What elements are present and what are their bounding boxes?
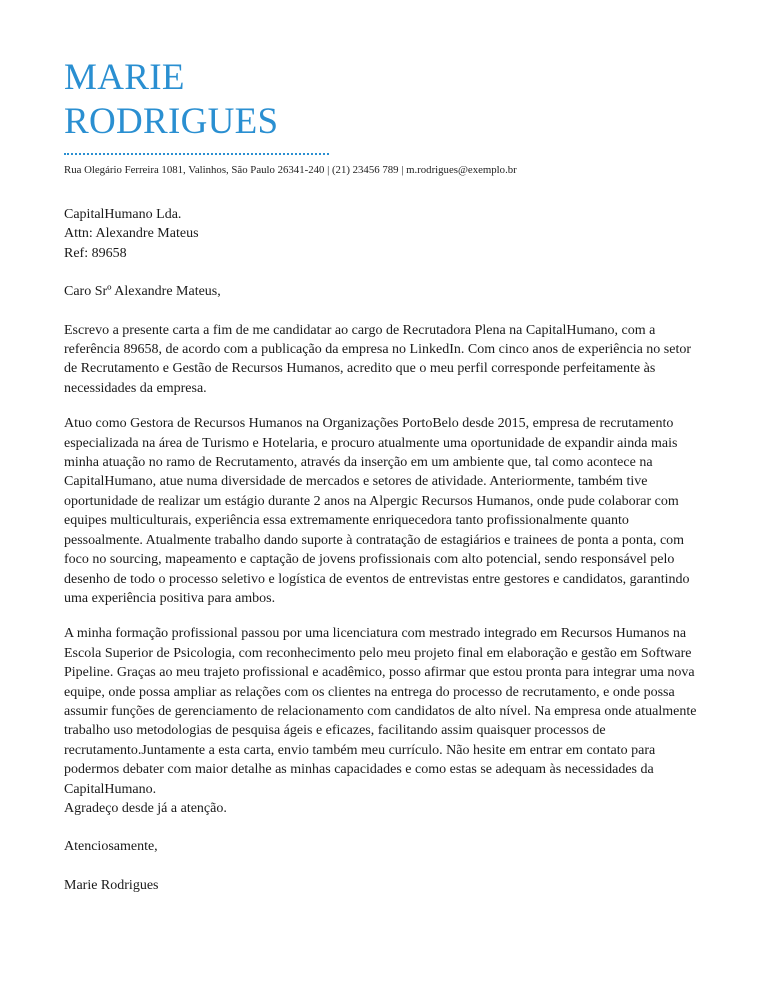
closing: Atenciosamente, xyxy=(64,839,158,855)
paragraph-intro: Escrevo a presente carta a fim de me candidatar ao cargo de Recrutadora Plena na CapitalHumano, com a referência 89658, de acordo com a publicação da empresa no LinkedIn. Com cinco anos de experiência no setor de Recrutamento e Gestão de Recursos Humanos, acredito que o meu perfil corresponde perfeitamente às necessidades da empresa. xyxy=(64,322,692,396)
letter-body xyxy=(64,205,704,895)
applicant-last-name: RODRIGUES xyxy=(64,101,279,142)
salutation: Caro Srº Alexandre Mateus, xyxy=(64,284,221,300)
recipient-ref: Ref: 89658 xyxy=(64,245,127,261)
applicant-first-name: MARIE xyxy=(64,57,185,98)
signature: Marie Rodrigues xyxy=(64,877,159,893)
thanks-line: Agradeço desde já a atenção. xyxy=(64,800,227,816)
contact-info: Rua Olegário Ferreira 1081, Valinhos, São Paulo 26341-240 | (21) 23456 789 | m.rodrigues@exemplo.br xyxy=(64,164,517,176)
header-divider xyxy=(64,153,329,155)
recipient-block xyxy=(64,205,704,263)
paragraph-experience: Atuo como Gestora de Recursos Humanos na Organizações PortoBelo desde 2015, empresa de recrutamento especializada na área de Turismo e Hotelaria, e procuro atualmente uma oportunidade de expandir ainda mais minha atuação no ramo de Recrutamento, através da inserção em um ambiente que, tal como acontece na CapitalHumano, atue numa diversidade de mercados e setores de atividade. Anteriormente, também tive oportunidade de realizar um estágio durante 2 anos na Alpergic Recursos Humanos, onde pude colaborar com equipes multiculturais, experiência essa extremamente enriquecedora tanto profissionalmente quanto pessoalmente. Atualmente trabalho dando suporte à contratação de estagiários e trainees de ponta a ponta, com foco no sourcing, mapeamento e captação de jovens profissionais com alto potencial, sendo responsável pelo desenho de todo o processo seletivo e logística de eventos de entrevistas entre gestores e candidatos, garantindo uma experiência positiva para ambos. xyxy=(64,416,690,606)
applicant-name xyxy=(64,56,278,144)
recipient-company: CapitalHumano Lda. xyxy=(64,207,182,222)
paragraph-education: A minha formação profissional passou por uma licenciatura com mestrado integrado em Recursos Humanos na Escola Superior de Psicologia, com reconhecimento pelo meu projeto final em elaboração e gestão em Software Pipeline. Graças ao meu trajeto profissional e acadêmico, posso afirmar que estou pronta para integrar uma nova equipe, onde possa ampliar as relações com os clientes na entrega do processo de recrutamento, e onde possa assumir funções de gerenciamento de relacionamento com candidatos de alto nível. Na empresa onde atualmente trabalho uso metodologias de pesquisa ágeis e eficazes, facilitando assim quaisquer processos de recrutamento.Juntamente a esta carta, envio também meu currículo. Não hesite em entrar em contato para podermos debater com maior detalhe as minhas capacidades e como estas se adequam às necessidades da CapitalHumano. xyxy=(64,626,697,797)
recipient-attn: Attn: Alexandre Mateus xyxy=(64,226,199,242)
